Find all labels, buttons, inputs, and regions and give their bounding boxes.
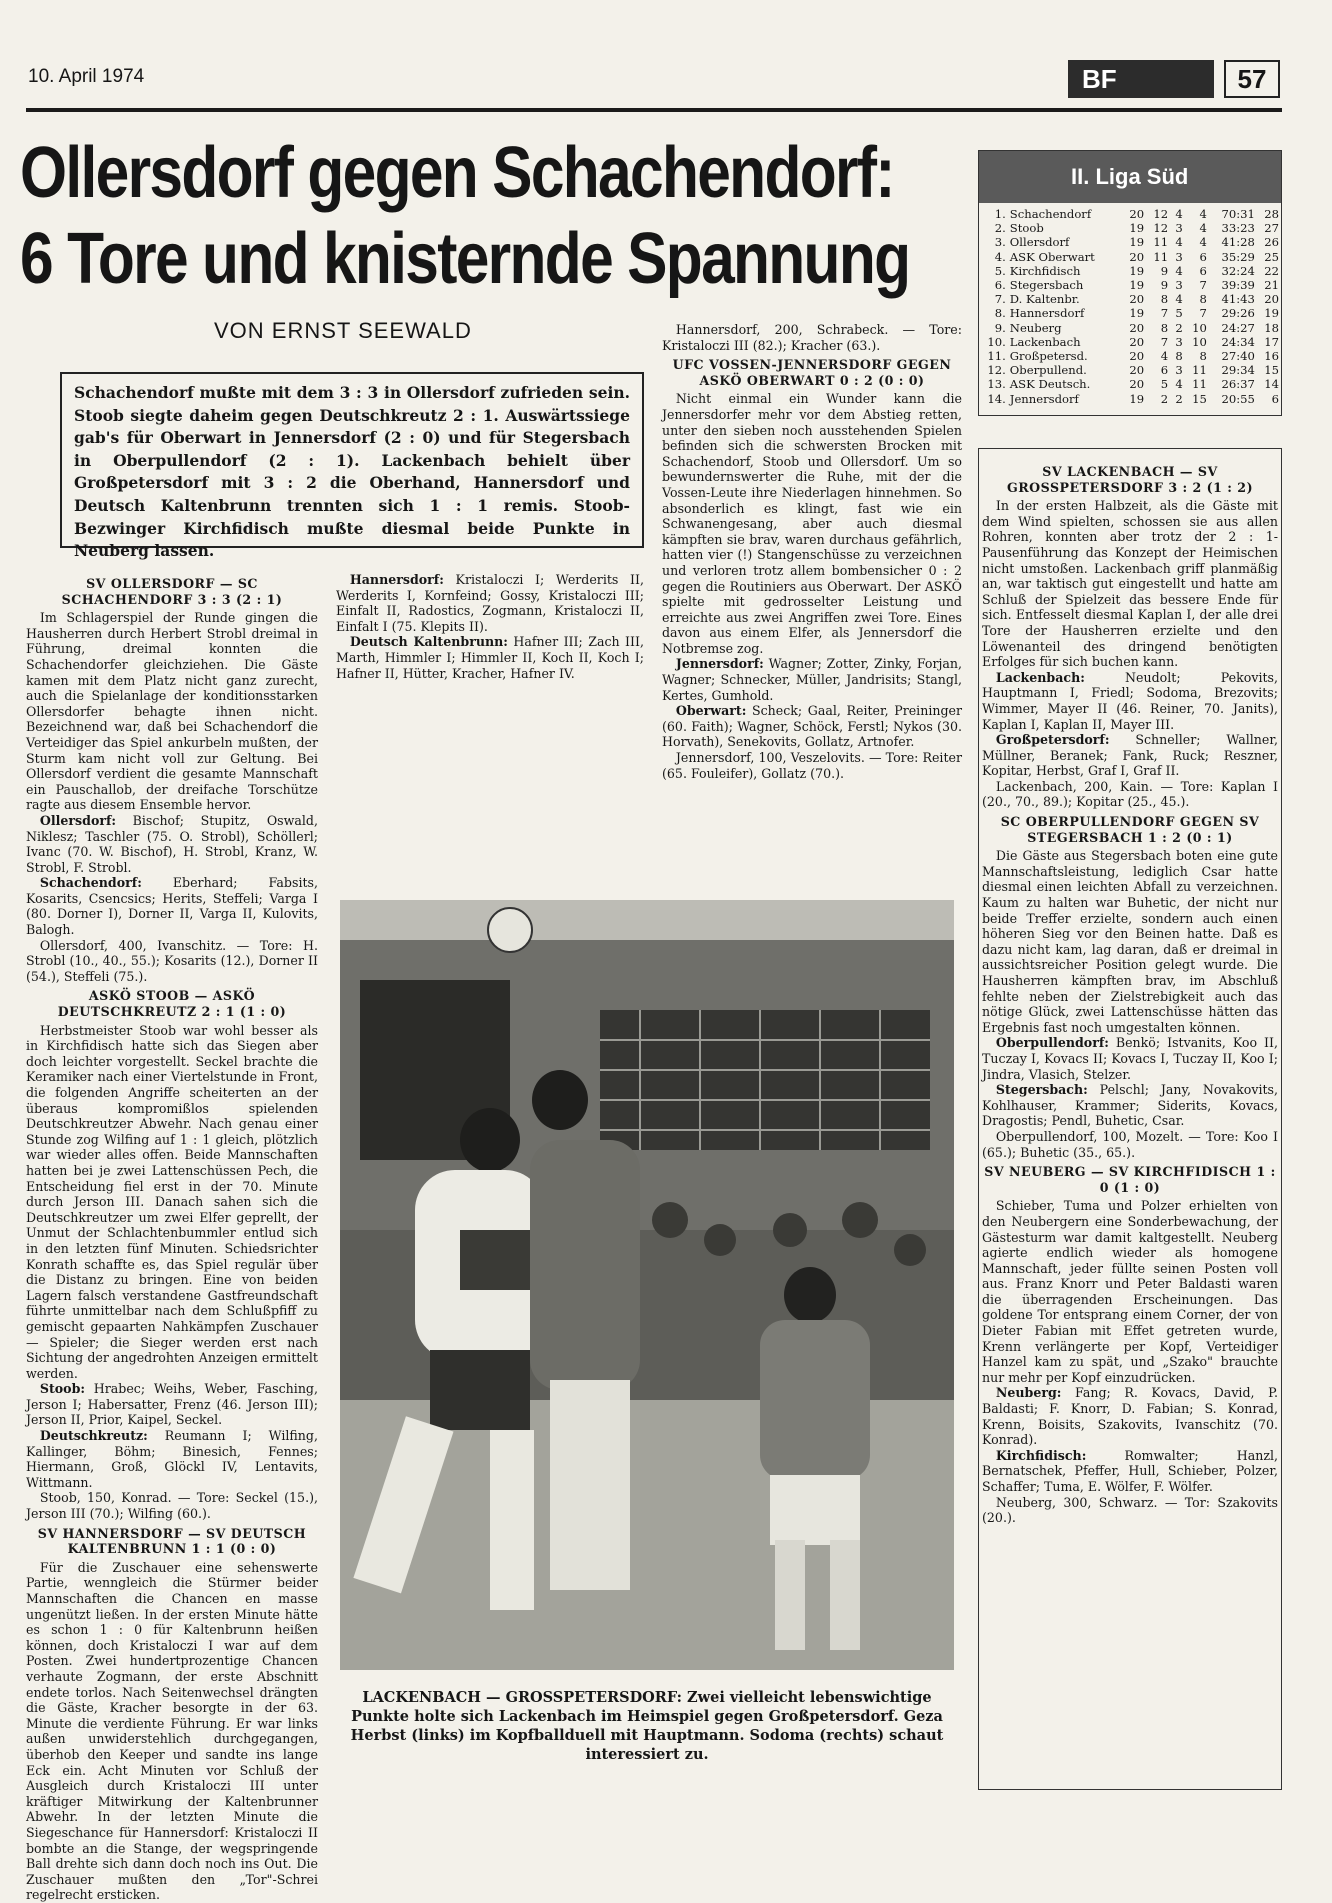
page-number: 57 [1224, 60, 1280, 98]
league-cell-team: Ollersdorf [1009, 235, 1070, 250]
league-cell-s: 2 [1160, 391, 1169, 406]
league-cell-goals: 32:24 [1221, 263, 1255, 278]
league-cell-team: Stoob [1009, 221, 1044, 236]
league-cell-pts: 15 [1264, 363, 1279, 378]
league-cell-team: Kirchfidisch [1009, 263, 1081, 278]
league-cell-rank: 14. [987, 391, 1006, 406]
league-cell-n: 6 [1199, 249, 1207, 264]
league-cell-rank: 1. [994, 207, 1006, 221]
league-cell-n: 8 [1199, 349, 1207, 364]
league-cell-n: 7 [1199, 278, 1207, 293]
lineup-team-label: Stegersbach: [995, 1082, 1088, 1098]
report-lackenbach: In der ersten Halbzeit, als die Gäste mit dem Wind spielten, schossen sie aus allen Rohren, konnten aber trotz der 2 : 1-Pausenführung das Konzept der Heimischen nicht umstoßen. Lackenbach griff planmäßig an, war taktisch gut eingestellt und hatte am Schluß der Spielzeit das bessere Ende für sich. Entfesselt diesmal Kaplan I, der alle drei Tore der Hausherren erzielte und den Löwenanteil des dringend benötigten Erfolges für sich buchen kann. [982, 498, 1278, 670]
league-cell-pts: 16 [1264, 349, 1279, 364]
league-cell-pts: 22 [1264, 263, 1279, 278]
section-title-ollersdorf: SV OLLERSDORF — SC SCHACHENDORF 3 : 3 (2 : 1) [61, 576, 283, 607]
league-cell-team: D. Kaltenbr. [1009, 292, 1080, 307]
match-photo [340, 900, 954, 1670]
league-cell-sp: 19 [1129, 278, 1145, 293]
report-neuberg: Schieber, Tuma und Polzer erhielten von den Neubergern eine Sonderbewachung, der Gästesturm war damit kaltgestellt. Neuberg agierte endlich wieder als homogene Mannschaft, jeder füllte seinen Posten voll aus. Franz Knorr und Peter Baldasti waren die überragenden Erscheinungen. Das goldene Tor entsprang einem Corner, der von Dieter Fabian mit Effet getreten wurde, Krenn verlängerte per Kopf, Verteidiger Hanzel kam zu spät, und „Szako" brauchte nur mehr per Kopf einzudrücken. [982, 1198, 1278, 1385]
league-cell-n: 7 [1199, 306, 1207, 321]
league-cell-sp: 19 [1129, 221, 1145, 236]
issue-date: 10. April 1974 [28, 66, 145, 87]
league-cell-u: 4 [1175, 263, 1183, 278]
league-cell-rank: 13. [987, 377, 1006, 392]
league-table-row [979, 335, 1281, 349]
league-cell-sp: 20 [1129, 363, 1145, 378]
league-table-title: II. Liga Süd [979, 151, 1281, 203]
lineup-team-label: Deutschkreutz: [39, 1428, 148, 1444]
league-table-row [979, 321, 1281, 335]
lead-box: Schachendorf mußte mit dem 3 : 3 in Ollersdorf zufrieden sein. Stoob siegte daheim gegen Deutschkreutz 2 : 1. Auswärtssiege gab's für Oberwart in Jennersdorf (2 : 0) und für Stegersbach in Oberpullendorf (2 : 1). Lackenbach behielt über Großpetersdorf mit 3 : 2 die Oberhand, Hannersdorf und Deutsch Kaltenbrunn trennten sich 1 : 1 remis. Stoob-Bezwinger Kirchfidisch mußte diesmal beide Punkte in Neuberg lassen. [60, 372, 644, 548]
league-cell-rank: 7. [994, 292, 1006, 307]
section-title-stoob: ASKÖ STOOB — ASKÖ DEUTSCHKREUTZ 2 : 1 (1 : 0) [57, 988, 287, 1020]
league-cell-goals: 26:37 [1221, 377, 1255, 392]
league-cell-u: 4 [1175, 207, 1183, 221]
league-cell-goals: 29:26 [1221, 306, 1255, 321]
league-cell-team: Stegersbach [1009, 278, 1084, 293]
league-table-row [979, 363, 1281, 377]
lineup-oberpullendorf: Oberpullendorf: Benkö; Istvanits, Koo II, Tuczay I, Kovacs II; Kovacs I, Tuczay II, Koo I; Jindra, Vlasich, Stelzer. [982, 1035, 1278, 1082]
league-cell-rank: 11. [987, 349, 1006, 364]
league-cell-n: 15 [1192, 391, 1207, 406]
league-cell-n: 6 [1199, 263, 1207, 278]
column-3 [662, 322, 962, 882]
league-cell-u: 4 [1175, 377, 1183, 392]
byline: VON ERNST SEEWALD [214, 318, 472, 343]
league-cell-team: Hannersdorf [1009, 306, 1085, 321]
league-cell-rank: 8. [994, 306, 1006, 321]
league-cell-team: ASK Oberwart [1009, 249, 1095, 264]
league-cell-sp: 19 [1129, 306, 1145, 321]
league-cell-goals: 20:55 [1221, 391, 1255, 406]
league-cell-team: Großpetersd. [1009, 349, 1088, 364]
league-cell-rank: 10. [987, 334, 1006, 349]
lineup-team-label: Schachendorf: [39, 875, 142, 891]
league-table-row [979, 264, 1281, 278]
column-2 [336, 572, 644, 884]
league-cell-rank: 12. [987, 363, 1006, 378]
lineup-kirchfidisch: Kirchfidisch: Romwalter; Hanzl, Bernatschek, Pfeffer, Hull, Schieber, Polzer, Schaffer; Tuma, E. Wölfer, F. Wölfer. [982, 1447, 1278, 1494]
lineup-jennersdorf: Jennersdorf: Wagner; Zotter, Zinky, Forjan, Wagner; Schnecker, Müller, Jandrisits; Stangl, Kertes, Gumhold. [662, 656, 962, 703]
lineup-team-label: Stoob: [39, 1381, 86, 1397]
headline-line-2: 6 Tore und knisternde Spannung [20, 219, 910, 299]
report-oberpullendorf: Die Gäste aus Stegersbach boten eine gute Mannschaftsleistung, lediglich Csar hatte diesmal einen leichten Abfall zu verzeichnen. Kaum zu halten war Buhetic, der nicht nur beide Treffer erzielte, sondern auch einen höheren Sieg vor den Beinen hatte. Daß es dazu nicht kam, lag daran, daß er dreimal in aussichtsreicher Position gelegt wurde. Die Hausherren kämpften brav, im Abschluß fehlte neben der Zielstrebigkeit auch das nötige Glück, zwei Lattenschüsse hätten das Ergebnis fast noch umgestalten können. [982, 848, 1278, 1035]
league-cell-sp: 20 [1129, 207, 1145, 221]
lineup-deutschkreutz: Deutschkreutz: Reumann I; Wilfing, Kallinger, Böhm; Binesich, Fennes; Hiermann, Groß, Glöckl IV, Lentavits, Wittmann. [26, 1428, 318, 1490]
league-cell-pts: 17 [1264, 334, 1279, 349]
result-oberpullendorf: Oberpullendorf, 100, Mozelt. — Tore: Koo I (65.); Buhetic (35., 65.). [982, 1128, 1278, 1160]
report-hannersdorf: Für die Zuschauer eine sehenswerte Partie, wenngleich die Stürmer beider Mannschaften die Chancen en masse ungenützt ließen. In der ersten Minute hätte es schon 1 : 0 für Kaltenbrunn heißen können, doch Kristaloczi I war auf dem Posten. Zwei hundertprozentige Chancen verhaute Zogmann, der erste Abschnitt endete torlos. Nach Seitenwechsel drängten die Gäste, Kracher besorgte in der 63. Minute die verdiente Führung. Er war links außen unwiderstehlich durchgegangen, überhob den Keeper und sandte ins lange Eck ein. Acht Minuten vor Schluß der Ausgleich durch Kristaloczi III unter kräftiger Mitwirkung der Kaltenbrunner Abwehr. In der letzten Minute die Siegeschance für Hannersdorf: Kristaloczi II bombte an die Stange, der wegspringende Ball drehte sich dann doch noch ins Out. Die Zuschauer mußten den „Tor"-Schrei regelrecht ersticken. [26, 1559, 318, 1903]
lineup-team-label: Großpetersdorf: [995, 732, 1110, 748]
league-cell-sp: 20 [1129, 377, 1145, 392]
league-cell-s: 7 [1160, 334, 1169, 349]
league-cell-pts: 14 [1264, 377, 1279, 392]
report-stoob: Herbstmeister Stoob war wohl besser als in Kirchfidisch hatte sich das Siegen aber doch leichter vorgestellt. Seckel brachte die Keramiker nach einer Viertelstunde in Front, die folgenden Angriffe scheiterten an der überaus kompromißlos spielenden Deutschkreutzer Abwehr. Nach genau einer Stunde zog Wilfing auf 1 : 1 gleich, plötzlich war wieder alles offen. Beide Mannschaften hatten bei je zwei Lattenschüssen Pech, die Entscheidung fiel erst in der 70. Minute durch Jerson III. Danach sahen sich die Deutschkreutzer um zwei Elfer geprellt, der Unmut der Schlachtenbummler entlud sich in den letzten fünf Minuten. Schiedsrichter Konrath schaffte es, das Spiel regulär über die Distanz zu bringen. Eine von beiden Lagern falsch verstandene Gastfreundschaft führte unmittelbar nach dem Schlußpfiff zu gemischt gepaarten Nahkämpfen Zuschauer — Spieler; die Sieger werden erst nach Sichtung der angedrohten Anzeigen ermittelt werden. [26, 1022, 318, 1381]
league-cell-n: 4 [1199, 235, 1207, 250]
league-cell-s: 11 [1153, 249, 1169, 264]
league-table-row [979, 349, 1281, 363]
result-hannersdorf: Hannersdorf, 200, Schrabeck. — Tore: Kristaloczi III (82.); Kracher (63.). [662, 322, 962, 353]
league-cell-u: 3 [1175, 278, 1183, 293]
league-cell-s: 11 [1153, 235, 1169, 250]
lineup-lackenbach: Lackenbach: Neudolt; Pekovits, Hauptmann I, Friedl; Sodoma, Brezovits; Wimmer, Mayer II (46. Reiner, 70. Janits), Kaplan I, Kaplan II, Mayer III. [982, 669, 1278, 732]
league-cell-pts: 6 [1271, 391, 1279, 406]
section-title-hannersdorf: SV HANNERSDORF — SV DEUTSCH KALTENBRUNN 1 : 1 (0 : 0) [37, 1525, 307, 1557]
lineup-team-label: Oberpullendorf: [995, 1035, 1109, 1051]
result-jennersdorf: Jennersdorf, 100, Veszelovits. — Tore: Reiter (65. Fouleifer), Gollatz (70.). [662, 750, 962, 781]
league-table-row [979, 207, 1281, 221]
league-cell-u: 2 [1175, 320, 1183, 335]
league-cell-pts: 21 [1264, 278, 1279, 293]
league-cell-pts: 25 [1264, 249, 1279, 264]
league-cell-pts: 26 [1264, 235, 1279, 250]
league-cell-u: 3 [1175, 363, 1183, 378]
lineup-team-label: Jennersdorf: [675, 656, 764, 672]
league-cell-goals: 39:39 [1221, 278, 1255, 293]
lineup-team-label: Deutsch Kaltenbrunn: [349, 634, 508, 650]
lineup-stoob: Stoob: Hrabec; Weihs, Weber, Fasching, Jerson I; Habersatter, Frenz (46. Jerson III); Jerson II, Prior, Kaipel, Seckel. [26, 1381, 318, 1428]
league-cell-pts: 20 [1264, 292, 1279, 307]
league-cell-goals: 33:23 [1221, 221, 1255, 236]
league-cell-u: 3 [1175, 249, 1183, 264]
league-cell-s: 12 [1153, 221, 1169, 236]
league-cell-s: 12 [1153, 207, 1169, 221]
league-cell-u: 4 [1175, 235, 1183, 250]
league-cell-s: 8 [1160, 292, 1169, 307]
lineup-grosspetersdorf: Großpetersdorf: Schneller; Wallner, Müllner, Beranek; Fank, Ruck; Reszner, Kopitar, Herbst, Graf I, Graf II. [982, 732, 1278, 779]
league-cell-goals: 35:29 [1221, 249, 1255, 264]
league-cell-team: Neuberg [1009, 320, 1062, 335]
league-cell-sp: 19 [1129, 263, 1145, 278]
league-cell-n: 11 [1192, 363, 1207, 378]
result-ollersdorf: Ollersdorf, 400, Ivanschitz. — Tore: H. Strobl (10., 40., 55.); Kosarits (12.), Dorner II (54.), Steffeli (75.). [26, 937, 318, 984]
league-cell-rank: 6. [994, 278, 1006, 293]
league-cell-s: 7 [1160, 306, 1169, 321]
league-cell-rank: 9. [994, 320, 1006, 335]
league-cell-s: 8 [1160, 320, 1169, 335]
league-cell-team: Jennersdorf [1009, 391, 1079, 406]
league-table-row [979, 278, 1281, 292]
lineup-hannersdorf: Hannersdorf: Kristaloczi I; Werderits II, Werderits I, Kornfeind; Gossy, Kristaloczi III; Einfalt II, Radostics, Zogmann, Kristaloczi II, Einfalt I (75. Klepits II). [336, 572, 644, 634]
league-cell-goals: 70:31 [1221, 207, 1255, 221]
headline-line-1: Ollersdorf gegen Schachendorf: [20, 133, 894, 213]
result-neuberg: Neuberg, 300, Schwarz. — Tor: Szakovits (20.). [982, 1494, 1278, 1526]
league-cell-goals: 41:28 [1221, 235, 1255, 250]
report-ollersdorf: Im Schlagerspiel der Runde gingen die Hausherren durch Herbert Strobl dreimal in Führung, dreimal konnten die Schachendorfer gleichziehen. Die Gäste kamen mit dem Platz nicht ganz zurecht, auch die Spielanlage der konditionsstarken Ollersdorfer behagte ihnen nicht. Bezeichnend war, daß bei Schachendorf die Verteidiger das Spiel ankurbeln mußten, der Sturm kam nicht voll zur Geltung. Bei Ollersdorf verdient die gesamte Mannschaft ein Pauschallob, der dreifache Torschütze ragte aus diesem Ensemble hervor. [26, 610, 318, 813]
league-cell-sp: 20 [1129, 292, 1145, 307]
column-1 [26, 572, 318, 1903]
league-cell-u: 3 [1175, 334, 1183, 349]
section-title-jennersdorf: UFC VOSSEN-JENNERSDORF GEGEN ASKÖ OBERWART 0 : 2 (0 : 0) [672, 357, 952, 388]
league-cell-u: 5 [1175, 306, 1183, 321]
league-cell-team: Lackenbach [1009, 334, 1081, 349]
league-cell-pts: 27 [1264, 221, 1279, 236]
league-table-row [979, 221, 1281, 235]
league-cell-n: 10 [1192, 320, 1207, 335]
league-cell-s: 9 [1160, 263, 1169, 278]
lineup-oberwart: Oberwart: Scheck; Gaal, Reiter, Preininger (60. Faith); Wagner, Schöck, Ferstl; Nykos (30. Horvath), Senekovits, Gollatz, Artnofer. [662, 703, 962, 750]
league-table-row [979, 292, 1281, 306]
lineup-neuberg: Neuberg: Fang; R. Kovacs, David, P. Baldasti; F. Knorr, D. Fabian; S. Konrad, Krenn, Boisits, Szakovits, Ivanschitz (70. Konrad). [982, 1385, 1278, 1448]
league-cell-s: 6 [1160, 363, 1169, 378]
league-cell-n: 4 [1199, 221, 1207, 236]
league-table-row [979, 306, 1281, 320]
section-title-oberpullendorf: SC OBERPULLENDORF GEGEN SV STEGERSBACH 1 : 2 (0 : 1) [1000, 814, 1260, 845]
league-cell-rank: 3. [994, 235, 1006, 250]
league-cell-n: 8 [1199, 292, 1207, 307]
lineup-team-label: Kirchfidisch: [995, 1447, 1087, 1463]
result-lackenbach: Lackenbach, 200, Kain. — Tore: Kaplan I (20., 70., 89.); Kopitar (25., 45.). [982, 778, 1278, 810]
section-title-neuberg: SV NEUBERG — SV KIRCHFIDISCH 1 : 0 (1 : 0) [984, 1164, 1276, 1195]
league-cell-team: Schachendorf [1009, 207, 1092, 221]
column-4 [982, 460, 1278, 1788]
league-cell-goals: 29:34 [1221, 363, 1255, 378]
league-cell-n: 11 [1192, 377, 1207, 392]
league-cell-sp: 20 [1129, 334, 1145, 349]
photo-caption: LACKENBACH — GROSSPETERSDORF: Zwei vielleicht lebenswichtige Punkte holte sich Lackenbach im Heimspiel gegen Großpetersdorf. Geza Herbst (links) im Kopfballduell mit Hauptmann. Sodoma (rechts) schaut interessiert zu. [350, 1689, 944, 1763]
match-photo-graphic [340, 900, 954, 1670]
league-cell-sp: 19 [1129, 391, 1145, 406]
league-cell-u: 4 [1175, 292, 1183, 307]
league-cell-pts: 28 [1264, 207, 1279, 221]
publication-logo: BF [1068, 60, 1214, 98]
league-table-row [979, 392, 1281, 406]
league-cell-sp: 20 [1129, 320, 1145, 335]
league-cell-sp: 19 [1129, 235, 1145, 250]
league-cell-goals: 27:40 [1221, 349, 1255, 364]
league-cell-u: 2 [1175, 391, 1183, 406]
league-cell-goals: 41:43 [1221, 292, 1255, 307]
league-cell-goals: 24:27 [1221, 320, 1255, 335]
lineup-team-label: Ollersdorf: [39, 812, 117, 828]
league-cell-pts: 19 [1264, 306, 1279, 321]
header-rule [26, 108, 1282, 112]
league-cell-rank: 5. [994, 263, 1006, 278]
league-cell-u: 3 [1175, 221, 1183, 236]
league-cell-s: 4 [1160, 349, 1169, 364]
lineup-team-label: Neuberg: [995, 1385, 1062, 1401]
league-cell-n: 10 [1192, 334, 1207, 349]
league-table [979, 207, 1281, 406]
league-cell-sp: 20 [1129, 249, 1145, 264]
league-table-row [979, 377, 1281, 391]
lineup-stegersbach: Stegersbach: Pelschl; Jany, Novakovits, Kohlhauser, Krammer; Siderits, Kovacs, Dragostis; Pendl, Buhetic, Csar. [982, 1082, 1278, 1129]
league-cell-sp: 20 [1129, 349, 1145, 364]
headline [20, 130, 910, 302]
result-stoob: Stoob, 150, Konrad. — Tore: Seckel (15.), Jerson III (70.); Wilfing (60.). [26, 1490, 318, 1522]
league-cell-rank: 4. [994, 249, 1006, 264]
league-cell-goals: 24:34 [1221, 334, 1255, 349]
league-cell-u: 8 [1175, 349, 1183, 364]
lineup-kaltenbrunn: Deutsch Kaltenbrunn: Hafner III; Zach III, Marth, Himmler I; Himmler II, Koch II, Koch I; Hafner II, Hütter, Kracher, Hafner IV. [336, 634, 644, 681]
league-cell-s: 5 [1160, 377, 1169, 392]
lineup-team-label: Lackenbach: [995, 669, 1085, 685]
section-title-lackenbach: SV LACKENBACH — SV GROSSPETERSDORF 3 : 2 (1 : 2) [1006, 464, 1254, 495]
lineup-schachendorf: Schachendorf: Eberhard; Fabsits, Kosarits, Csencsics; Herits, Steffeli; Varga I (80. Dorner I), Dorner II, Varga II, Kulovits, Balogh. [26, 875, 318, 938]
report-jennersdorf: Nicht einmal ein Wunder kann die Jennersdorfer mehr vor dem Abstieg retten, unter den sieben noch ausstehenden Spielen befinden sich die schwersten Brocken mit Schachendorf, Stoob und Ollersdorf. Um so bewundernswerter die Ruhe, mit der die Vossen-Leute ihre Niederlagen hinnehmen. So absonderlich es klingt, fast wie ein Schwanengesang, aber auch diesmal kämpften sie brav, waren durchaus gefährlich, hatten vier (!) Stangenschüsse zu verzeichnen und verloren trotz allem bombensicher 0 : 2 gegen die Routiniers aus Oberwart. Der ASKÖ spielte mit gedrosselter Leistung und erreichte aus zwei Angriffen zwei Tore. Eines davon aus einem Elfer, als Jennersdorf die Notbremse zog. [662, 391, 962, 656]
league-cell-rank: 2. [994, 221, 1006, 236]
league-cell-team: Oberpullend. [1009, 363, 1087, 378]
league-table-row [979, 235, 1281, 249]
league-cell-pts: 18 [1264, 320, 1279, 335]
lineup-team-label: Oberwart: [675, 703, 747, 719]
league-cell-s: 9 [1160, 278, 1169, 293]
league-table-row [979, 250, 1281, 264]
lineup-ollersdorf: Ollersdorf: Bischof; Stupitz, Oswald, Niklesz; Taschler (75. O. Strobl), Schöllerl; Ivanc (70. W. Bischof), H. Strobl, Kranz, W. Strobl, F. Strobl. [26, 812, 318, 875]
league-cell-team: ASK Deutsch. [1009, 377, 1091, 392]
lineup-team-label: Hannersdorf: [349, 572, 444, 587]
league-cell-n: 4 [1199, 207, 1207, 221]
league-table-box [978, 150, 1282, 416]
